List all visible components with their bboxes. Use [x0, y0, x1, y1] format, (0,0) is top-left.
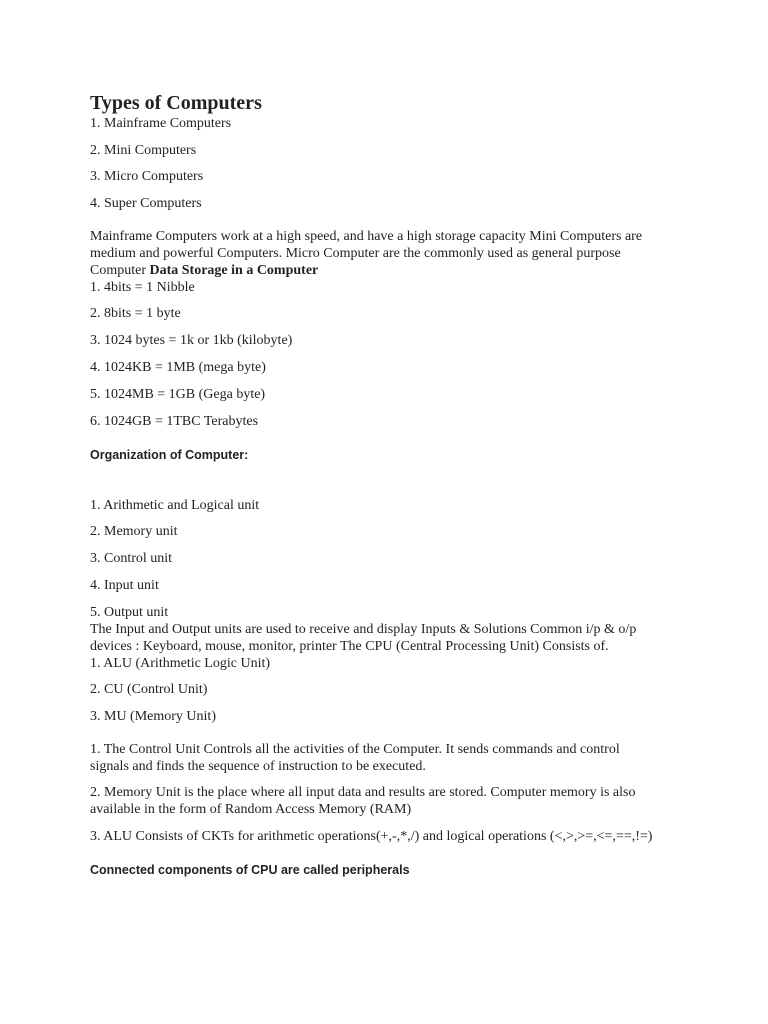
list-item: 2. Mini Computers — [90, 143, 197, 158]
paragraph-line — [90, 262, 318, 279]
paragraph-line: 3. ALU Consists of CKTs for arithmetic operations(+,-,*,/) and logical operations (<,>,>=,<=,==,!=) — [90, 829, 653, 844]
list-item: 4. Input unit — [90, 578, 159, 593]
list-item: 2. 8bits = 1 byte — [90, 306, 181, 321]
paragraph-line: 2. Memory Unit is the place where all input data and results are stored. Computer memory is also — [90, 785, 636, 800]
list-item: 1. 4bits = 1 Nibble — [90, 280, 195, 295]
list-item: 3. MU (Memory Unit) — [90, 709, 216, 724]
paragraph-line: Mainframe Computers work at a high speed, and have a high storage capacity Mini Computers are — [90, 229, 643, 244]
list-item: 4. Super Computers — [90, 196, 202, 211]
list-item: 6. 1024GB = 1TBC Terabytes — [90, 414, 259, 429]
list-item: 5. Output unit — [90, 605, 169, 620]
paragraph-line: The Input and Output units are used to receive and display Inputs & Solutions Common i/p & o/p — [90, 622, 637, 637]
list-item: 3. Control unit — [90, 551, 173, 566]
paragraph-text: Computer — [90, 263, 150, 278]
list-item: 2. CU (Control Unit) — [90, 682, 208, 697]
page-title: Types of Computers — [90, 92, 262, 114]
list-item: 3. 1024 bytes = 1k or 1kb (kilobyte) — [90, 333, 293, 348]
paragraph-line: 1. The Control Unit Controls all the activities of the Computer. It sends commands and control — [90, 742, 620, 757]
list-item: 1. Arithmetic and Logical unit — [90, 498, 260, 513]
list-item: 5. 1024MB = 1GB (Gega byte) — [90, 387, 266, 402]
paragraph-line: signals and finds the sequence of instruction to be executed. — [90, 759, 426, 774]
list-item: 1. ALU (Arithmetic Logic Unit) — [90, 656, 271, 671]
paragraph-line: devices : Keyboard, mouse, monitor, printer The CPU (Central Processing Unit) Consists of. — [90, 639, 609, 654]
list-item: 3. Micro Computers — [90, 169, 204, 184]
section-heading: Organization of Computer: — [90, 448, 249, 462]
paragraph-line: available in the form of Random Access Memory (RAM) — [90, 802, 412, 817]
list-item: 4. 1024KB = 1MB (mega byte) — [90, 360, 266, 375]
section-heading: Connected components of CPU are called peripherals — [90, 863, 410, 877]
section-heading: Data Storage in a Computer — [149, 263, 319, 278]
list-item: 2. Memory unit — [90, 524, 178, 539]
list-item: 1. Mainframe Computers — [90, 116, 232, 131]
paragraph-line: medium and powerful Computers. Micro Computer are the commonly used as general purpose — [90, 246, 621, 261]
